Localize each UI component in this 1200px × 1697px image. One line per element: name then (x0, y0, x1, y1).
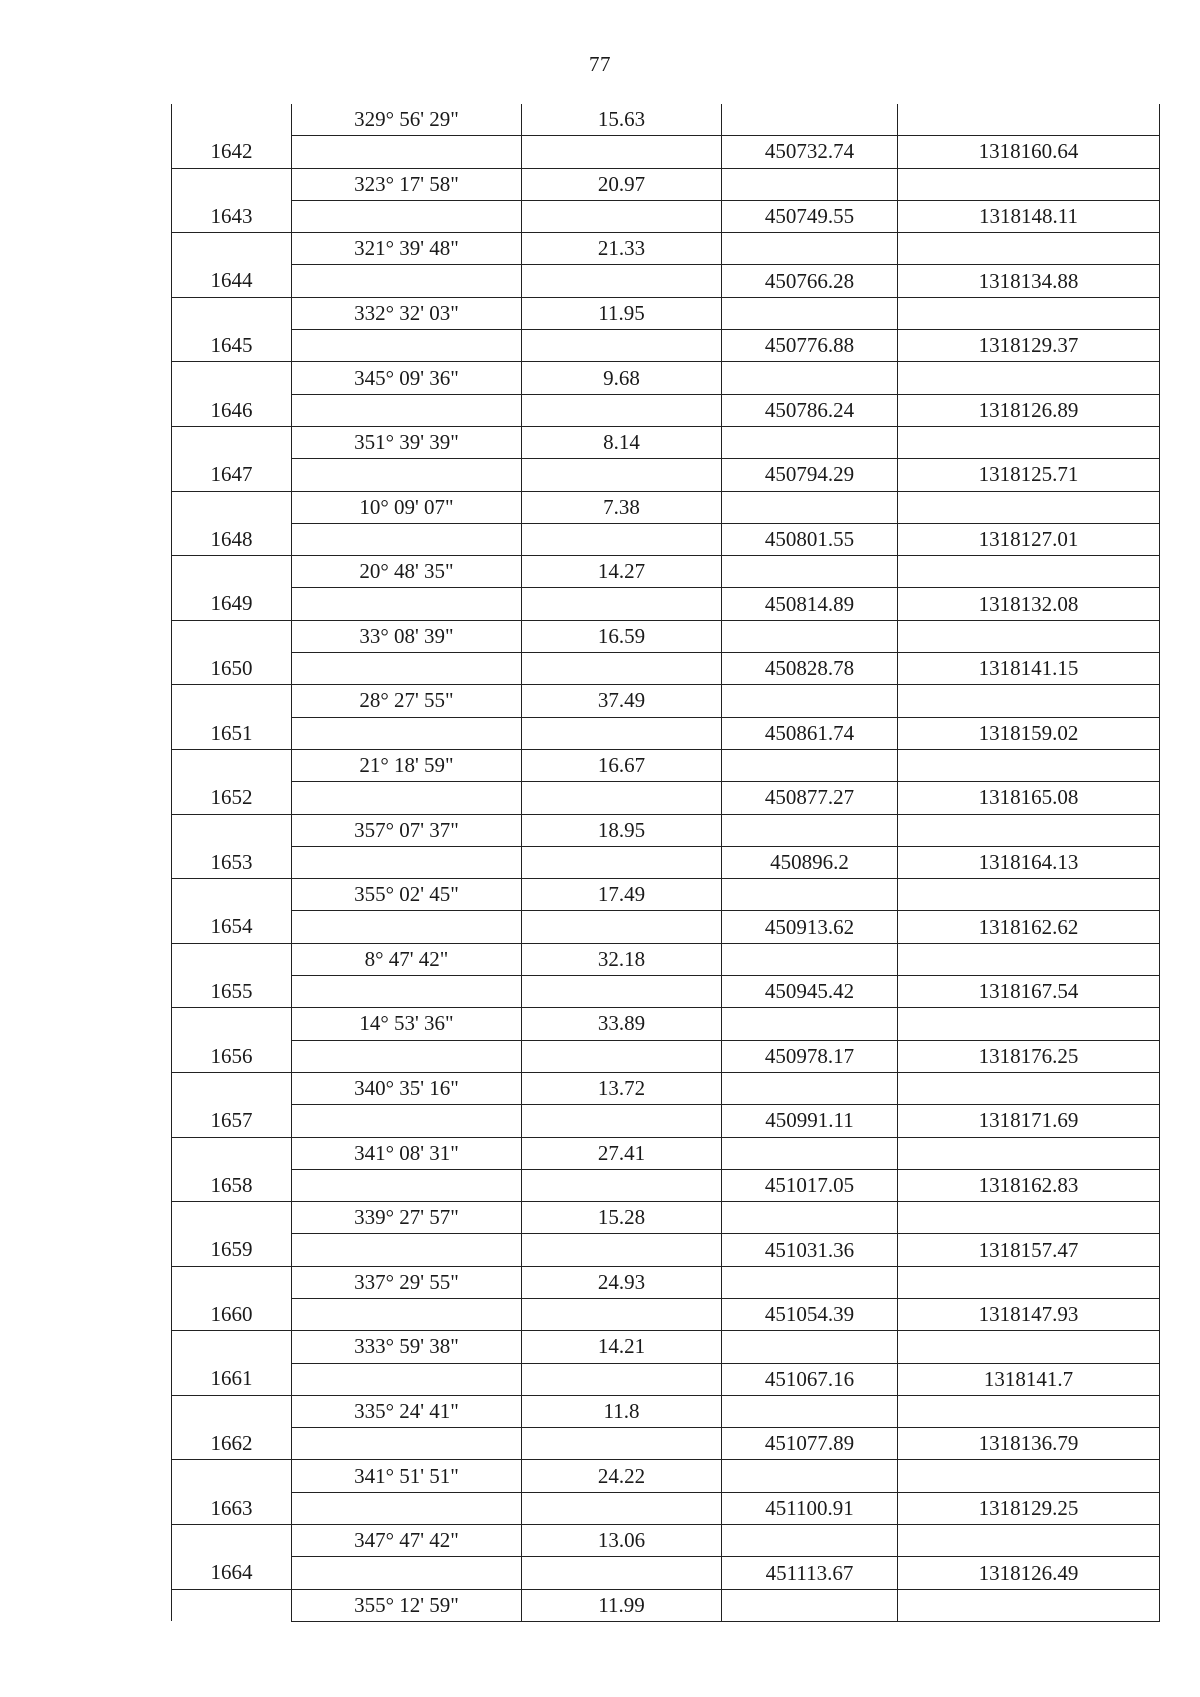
point-cell-empty (172, 1137, 292, 1169)
easting-cell-empty (898, 1331, 1160, 1363)
easting-cell: 1318141.15 (898, 653, 1160, 685)
northing-cell-empty (722, 491, 898, 523)
point-id-cell: 1651 (172, 717, 292, 749)
point-id-cell: 1663 (172, 1492, 292, 1524)
bearing-cell: 21° 18' 59" (292, 749, 522, 781)
northing-cell-empty (722, 426, 898, 458)
bearing-cell: 10° 09' 07" (292, 491, 522, 523)
table-row-leg (172, 685, 1160, 717)
northing-cell-empty (722, 1589, 898, 1621)
northing-cell: 450814.89 (722, 588, 898, 620)
northing-cell-empty (722, 1331, 898, 1363)
distance-cell-empty (522, 523, 722, 555)
easting-cell: 1318157.47 (898, 1234, 1160, 1266)
easting-cell-empty (898, 104, 1160, 136)
table-body (172, 104, 1160, 1621)
northing-cell: 450732.74 (722, 136, 898, 168)
point-cell-empty (172, 104, 292, 136)
bearing-cell: 333° 59' 38" (292, 1331, 522, 1363)
distance-cell-empty (522, 911, 722, 943)
point-cell-empty (172, 943, 292, 975)
table-row-leg (172, 1331, 1160, 1363)
point-cell-empty (172, 814, 292, 846)
point-id-cell: 1659 (172, 1234, 292, 1266)
table-row-point (172, 1298, 1160, 1330)
northing-cell: 450776.88 (722, 330, 898, 362)
table-row-leg (172, 1008, 1160, 1040)
bearing-cell-empty (292, 588, 522, 620)
point-cell-empty (172, 168, 292, 200)
northing-cell-empty (722, 297, 898, 329)
point-cell-empty (172, 491, 292, 523)
easting-cell-empty (898, 1395, 1160, 1427)
easting-cell: 1318147.93 (898, 1298, 1160, 1330)
easting-cell: 1318132.08 (898, 588, 1160, 620)
distance-cell-empty (522, 1298, 722, 1330)
table-row-leg (172, 749, 1160, 781)
bearing-cell-empty (292, 265, 522, 297)
northing-cell: 450794.29 (722, 459, 898, 491)
northing-cell-empty (722, 1395, 898, 1427)
distance-cell-empty (522, 1169, 722, 1201)
distance-cell: 16.59 (522, 620, 722, 652)
bearing-cell: 20° 48' 35" (292, 556, 522, 588)
distance-cell-empty (522, 265, 722, 297)
northing-cell-empty (722, 620, 898, 652)
bearing-cell-empty (292, 1492, 522, 1524)
northing-cell-empty (722, 1202, 898, 1234)
table-row-point (172, 588, 1160, 620)
northing-cell: 450801.55 (722, 523, 898, 555)
point-cell-empty (172, 1525, 292, 1557)
bearing-cell: 339° 27' 57" (292, 1202, 522, 1234)
easting-cell: 1318160.64 (898, 136, 1160, 168)
point-cell-empty (172, 1202, 292, 1234)
easting-cell-empty (898, 685, 1160, 717)
table-row-point (172, 136, 1160, 168)
distance-cell: 24.93 (522, 1266, 722, 1298)
table-row-leg (172, 233, 1160, 265)
easting-cell: 1318129.37 (898, 330, 1160, 362)
point-cell-empty (172, 1460, 292, 1492)
point-id-cell: 1662 (172, 1428, 292, 1460)
easting-cell: 1318126.89 (898, 394, 1160, 426)
point-cell-empty (172, 1008, 292, 1040)
easting-cell: 1318159.02 (898, 717, 1160, 749)
distance-cell: 27.41 (522, 1137, 722, 1169)
northing-cell-empty (722, 362, 898, 394)
bearing-cell-empty (292, 394, 522, 426)
bearing-cell-empty (292, 1169, 522, 1201)
bearing-cell: 341° 08' 31" (292, 1137, 522, 1169)
table-row-point (172, 1040, 1160, 1072)
bearing-cell-empty (292, 1040, 522, 1072)
bearing-cell-empty (292, 330, 522, 362)
distance-cell: 13.72 (522, 1072, 722, 1104)
point-cell-empty (172, 685, 292, 717)
table-row-leg (172, 1460, 1160, 1492)
point-cell-empty (172, 1395, 292, 1427)
northing-cell: 451100.91 (722, 1492, 898, 1524)
distance-cell: 20.97 (522, 168, 722, 200)
easting-cell: 1318129.25 (898, 1492, 1160, 1524)
distance-cell-empty (522, 588, 722, 620)
northing-cell-empty (722, 556, 898, 588)
bearing-cell-empty (292, 1363, 522, 1395)
table-row-point (172, 1363, 1160, 1395)
northing-cell: 450877.27 (722, 782, 898, 814)
distance-cell: 32.18 (522, 943, 722, 975)
point-id-cell: 1652 (172, 782, 292, 814)
bearing-cell-empty (292, 653, 522, 685)
table-row-point (172, 976, 1160, 1008)
bearing-cell: 345° 09' 36" (292, 362, 522, 394)
distance-cell: 9.68 (522, 362, 722, 394)
easting-cell-empty (898, 556, 1160, 588)
distance-cell: 37.49 (522, 685, 722, 717)
easting-cell-empty (898, 1525, 1160, 1557)
distance-cell-empty (522, 1363, 722, 1395)
northing-cell-empty (722, 233, 898, 265)
bearing-cell: 355° 12' 59" (292, 1589, 522, 1621)
distance-cell-empty (522, 1557, 722, 1589)
point-id-cell: 1655 (172, 976, 292, 1008)
table-row-leg (172, 1395, 1160, 1427)
easting-cell-empty (898, 1266, 1160, 1298)
bearing-cell-empty (292, 717, 522, 749)
northing-cell: 451077.89 (722, 1428, 898, 1460)
bearing-cell-empty (292, 200, 522, 232)
easting-cell-empty (898, 943, 1160, 975)
table-row-leg (172, 426, 1160, 458)
distance-cell-empty (522, 1105, 722, 1137)
northing-cell: 450945.42 (722, 976, 898, 1008)
easting-cell-empty (898, 297, 1160, 329)
table-row-point (172, 846, 1160, 878)
bearing-cell-empty (292, 1428, 522, 1460)
distance-cell: 33.89 (522, 1008, 722, 1040)
northing-cell-empty (722, 1072, 898, 1104)
bearing-cell-empty (292, 782, 522, 814)
bearing-cell: 340° 35' 16" (292, 1072, 522, 1104)
bearing-cell-empty (292, 136, 522, 168)
table-row-point (172, 1105, 1160, 1137)
easting-cell-empty (898, 1460, 1160, 1492)
point-id-cell: 1649 (172, 588, 292, 620)
easting-cell: 1318165.08 (898, 782, 1160, 814)
northing-cell: 451113.67 (722, 1557, 898, 1589)
point-id-cell: 1645 (172, 330, 292, 362)
northing-cell-empty (722, 168, 898, 200)
table-row-leg (172, 556, 1160, 588)
distance-cell-empty (522, 330, 722, 362)
easting-cell-empty (898, 233, 1160, 265)
point-id-cell: 1644 (172, 265, 292, 297)
distance-cell-empty (522, 1040, 722, 1072)
bearing-cell-empty (292, 523, 522, 555)
distance-cell-empty (522, 1234, 722, 1266)
easting-cell-empty (898, 749, 1160, 781)
distance-cell-empty (522, 1428, 722, 1460)
bearing-cell: 332° 32' 03" (292, 297, 522, 329)
point-cell-empty (172, 426, 292, 458)
northing-cell: 451067.16 (722, 1363, 898, 1395)
table-row-leg (172, 1202, 1160, 1234)
easting-cell: 1318162.62 (898, 911, 1160, 943)
table-row-leg (172, 1589, 1160, 1621)
distance-cell: 15.28 (522, 1202, 722, 1234)
distance-cell-empty (522, 459, 722, 491)
distance-cell: 21.33 (522, 233, 722, 265)
bearing-cell-empty (292, 1105, 522, 1137)
point-cell-empty (172, 1589, 292, 1621)
easting-cell-empty (898, 168, 1160, 200)
easting-cell-empty (898, 1137, 1160, 1169)
table-row-leg (172, 362, 1160, 394)
easting-cell-empty (898, 620, 1160, 652)
table-row-leg (172, 168, 1160, 200)
table-row-point (172, 265, 1160, 297)
table-row-leg (172, 104, 1160, 136)
point-id-cell: 1646 (172, 394, 292, 426)
table-row-leg (172, 620, 1160, 652)
point-id-cell: 1653 (172, 846, 292, 878)
point-cell-empty (172, 233, 292, 265)
table-row-point (172, 717, 1160, 749)
easting-cell: 1318126.49 (898, 1557, 1160, 1589)
northing-cell: 450991.11 (722, 1105, 898, 1137)
northing-cell-empty (722, 1525, 898, 1557)
distance-cell: 7.38 (522, 491, 722, 523)
northing-cell-empty (722, 1008, 898, 1040)
distance-cell: 8.14 (522, 426, 722, 458)
table-row-point (172, 330, 1160, 362)
point-cell-empty (172, 556, 292, 588)
easting-cell-empty (898, 1072, 1160, 1104)
point-id-cell: 1643 (172, 200, 292, 232)
easting-cell: 1318136.79 (898, 1428, 1160, 1460)
northing-cell: 450913.62 (722, 911, 898, 943)
distance-cell-empty (522, 782, 722, 814)
distance-cell: 18.95 (522, 814, 722, 846)
bearing-cell-empty (292, 459, 522, 491)
table-row-point (172, 523, 1160, 555)
northing-cell-empty (722, 1460, 898, 1492)
point-id-cell: 1647 (172, 459, 292, 491)
table-row-point (172, 1428, 1160, 1460)
easting-cell-empty (898, 491, 1160, 523)
table-row-point (172, 394, 1160, 426)
northing-cell: 450766.28 (722, 265, 898, 297)
easting-cell-empty (898, 1589, 1160, 1621)
distance-cell: 24.22 (522, 1460, 722, 1492)
point-id-cell: 1642 (172, 136, 292, 168)
table-row-leg (172, 943, 1160, 975)
table-row-point (172, 782, 1160, 814)
survey-coordinate-table (171, 104, 1160, 1622)
easting-cell-empty (898, 426, 1160, 458)
point-id-cell: 1648 (172, 523, 292, 555)
table-row-point (172, 1492, 1160, 1524)
northing-cell-empty (722, 879, 898, 911)
easting-cell: 1318141.7 (898, 1363, 1160, 1395)
bearing-cell-empty (292, 1298, 522, 1330)
table-row-leg (172, 1072, 1160, 1104)
easting-cell: 1318171.69 (898, 1105, 1160, 1137)
northing-cell-empty (722, 1137, 898, 1169)
distance-cell: 15.63 (522, 104, 722, 136)
easting-cell-empty (898, 814, 1160, 846)
distance-cell: 14.27 (522, 556, 722, 588)
distance-cell: 11.95 (522, 297, 722, 329)
table-row-leg (172, 1266, 1160, 1298)
point-id-cell: 1660 (172, 1298, 292, 1330)
bearing-cell: 321° 39' 48" (292, 233, 522, 265)
table-row-leg (172, 297, 1160, 329)
distance-cell-empty (522, 1492, 722, 1524)
distance-cell: 14.21 (522, 1331, 722, 1363)
table-row-point (172, 1169, 1160, 1201)
table-row-point (172, 1234, 1160, 1266)
easting-cell: 1318125.71 (898, 459, 1160, 491)
northing-cell: 450896.2 (722, 846, 898, 878)
bearing-cell-empty (292, 1557, 522, 1589)
easting-cell: 1318127.01 (898, 523, 1160, 555)
bearing-cell: 14° 53' 36" (292, 1008, 522, 1040)
bearing-cell: 329° 56' 29" (292, 104, 522, 136)
point-cell-empty (172, 879, 292, 911)
point-id-cell: 1656 (172, 1040, 292, 1072)
bearing-cell-empty (292, 976, 522, 1008)
bearing-cell-empty (292, 911, 522, 943)
northing-cell-empty (722, 814, 898, 846)
bearing-cell: 357° 07' 37" (292, 814, 522, 846)
bearing-cell: 337° 29' 55" (292, 1266, 522, 1298)
northing-cell: 451054.39 (722, 1298, 898, 1330)
point-id-cell: 1664 (172, 1557, 292, 1589)
table-row-point (172, 911, 1160, 943)
northing-cell: 450828.78 (722, 653, 898, 685)
northing-cell: 450786.24 (722, 394, 898, 426)
table-row-leg (172, 1137, 1160, 1169)
easting-cell: 1318167.54 (898, 976, 1160, 1008)
table-row-leg (172, 1525, 1160, 1557)
northing-cell-empty (722, 749, 898, 781)
easting-cell-empty (898, 1008, 1160, 1040)
distance-cell-empty (522, 653, 722, 685)
northing-cell: 450749.55 (722, 200, 898, 232)
distance-cell: 11.8 (522, 1395, 722, 1427)
bearing-cell: 335° 24' 41" (292, 1395, 522, 1427)
table-row-leg (172, 814, 1160, 846)
distance-cell: 13.06 (522, 1525, 722, 1557)
northing-cell-empty (722, 685, 898, 717)
point-id-cell: 1661 (172, 1363, 292, 1395)
table-row-leg (172, 879, 1160, 911)
distance-cell-empty (522, 200, 722, 232)
point-id-cell: 1654 (172, 911, 292, 943)
point-id-cell: 1657 (172, 1105, 292, 1137)
northing-cell: 450861.74 (722, 717, 898, 749)
point-cell-empty (172, 749, 292, 781)
distance-cell: 17.49 (522, 879, 722, 911)
table-row-leg (172, 491, 1160, 523)
distance-cell-empty (522, 976, 722, 1008)
easting-cell: 1318176.25 (898, 1040, 1160, 1072)
bearing-cell: 355° 02' 45" (292, 879, 522, 911)
easting-cell: 1318162.83 (898, 1169, 1160, 1201)
point-cell-empty (172, 362, 292, 394)
distance-cell-empty (522, 136, 722, 168)
bearing-cell: 341° 51' 51" (292, 1460, 522, 1492)
easting-cell: 1318134.88 (898, 265, 1160, 297)
easting-cell: 1318148.11 (898, 200, 1160, 232)
easting-cell-empty (898, 879, 1160, 911)
northing-cell: 450978.17 (722, 1040, 898, 1072)
table-row-point (172, 653, 1160, 685)
bearing-cell-empty (292, 846, 522, 878)
bearing-cell: 351° 39' 39" (292, 426, 522, 458)
bearing-cell: 347° 47' 42" (292, 1525, 522, 1557)
point-cell-empty (172, 1331, 292, 1363)
bearing-cell: 8° 47' 42" (292, 943, 522, 975)
table-row-point (172, 459, 1160, 491)
point-cell-empty (172, 297, 292, 329)
point-id-cell: 1650 (172, 653, 292, 685)
page-number: 77 (589, 52, 611, 76)
bearing-cell: 28° 27' 55" (292, 685, 522, 717)
northing-cell: 451031.36 (722, 1234, 898, 1266)
point-cell-empty (172, 1072, 292, 1104)
easting-cell: 1318164.13 (898, 846, 1160, 878)
northing-cell: 451017.05 (722, 1169, 898, 1201)
northing-cell-empty (722, 104, 898, 136)
distance-cell-empty (522, 717, 722, 749)
distance-cell: 16.67 (522, 749, 722, 781)
bearing-cell: 33° 08' 39" (292, 620, 522, 652)
table-row-point (172, 200, 1160, 232)
distance-cell-empty (522, 394, 722, 426)
northing-cell-empty (722, 1266, 898, 1298)
table-row-point (172, 1557, 1160, 1589)
bearing-cell-empty (292, 1234, 522, 1266)
point-id-cell: 1658 (172, 1169, 292, 1201)
bearing-cell: 323° 17' 58" (292, 168, 522, 200)
distance-cell: 11.99 (522, 1589, 722, 1621)
easting-cell-empty (898, 1202, 1160, 1234)
distance-cell-empty (522, 846, 722, 878)
point-cell-empty (172, 1266, 292, 1298)
easting-cell-empty (898, 362, 1160, 394)
point-cell-empty (172, 620, 292, 652)
northing-cell-empty (722, 943, 898, 975)
